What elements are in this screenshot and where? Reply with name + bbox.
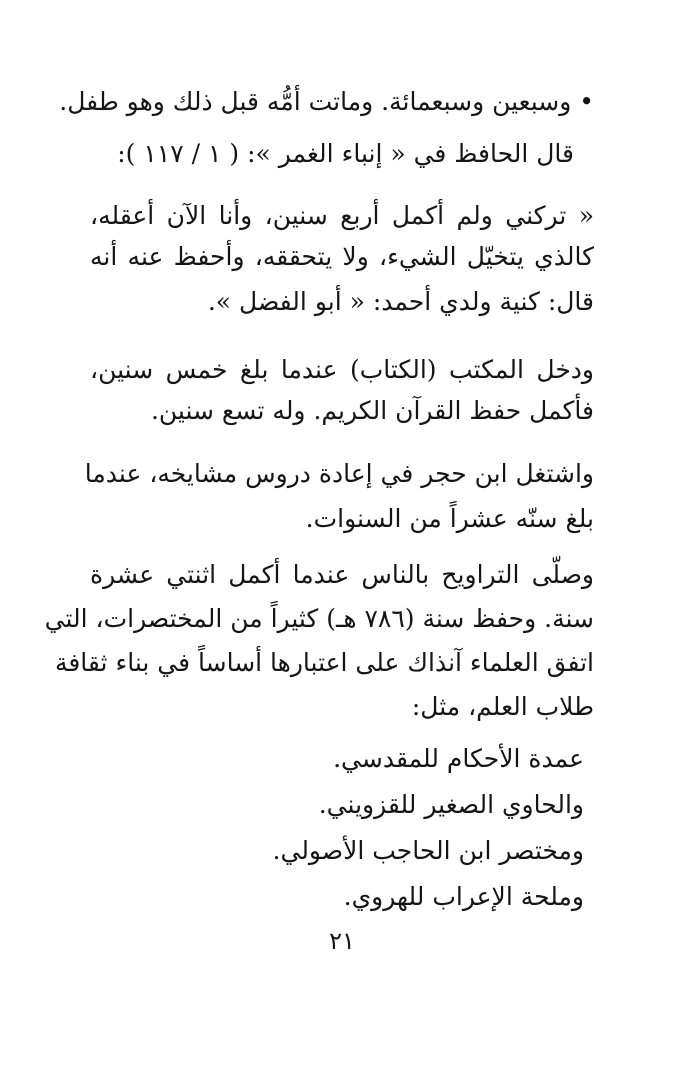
text-line-quote-source: قال الحافظ في « إنباء الغمر »: ( ١ / ١١٧ ): (117, 139, 574, 168)
text-line-quote-1: « تركني ولم أكمل أربع سنين، وأنا الآن أعقله، (90, 201, 594, 230)
text-line-paragraph-1-b: فأكمل حفظ القرآن الكريم. وله تسع سنين. (150, 396, 594, 425)
book-list-item: عمدة الأحكام للمقدسي. (333, 744, 584, 773)
text-line-bullet: • وسبعين وسبعمائة. وماتت أمُّه قبل ذلك وهو طفل. (59, 87, 594, 116)
text-line-quote-2: كالذي يتخيّل الشيء، ولا يتحققه، وأحفظ عنه أنه (90, 242, 594, 271)
text-line-paragraph-3-b: سنة. وحفظ سنة (٧٨٦ هـ) كثيراً من المختصرات، التي (44, 604, 594, 633)
book-list-item: ومختصر ابن الحاجب الأصولي. (272, 836, 584, 865)
text-line-paragraph-1-a: ودخل المكتب (الكتاب) عندما بلغ خمس سنين، (90, 355, 594, 384)
page-number: ٢١ (329, 927, 355, 955)
text-line-paragraph-2-a: واشتغل ابن حجر في إعادة دروس مشايخه، عندما (84, 459, 594, 488)
text-line-quote-3: قال: كنية ولدي أحمد: « أبو الفضل ». (207, 287, 594, 316)
text-line-paragraph-2-b: بلغ سنّه عشراً من السنوات. (305, 504, 594, 533)
text-line-paragraph-3-a: وصلّى التراويح بالناس عندما أكمل اثنتي عشرة (90, 560, 594, 589)
book-list-item: والحاوي الصغير للقزويني. (318, 790, 584, 819)
text-line-paragraph-3-d: طلاب العلم، مثل: (411, 692, 594, 721)
book-list-item: وملحة الإعراب للهروي. (343, 882, 584, 911)
text-line-paragraph-3-c: اتفق العلماء آنذاك على اعتبارها أساساً في بناء ثقافة (54, 648, 594, 677)
